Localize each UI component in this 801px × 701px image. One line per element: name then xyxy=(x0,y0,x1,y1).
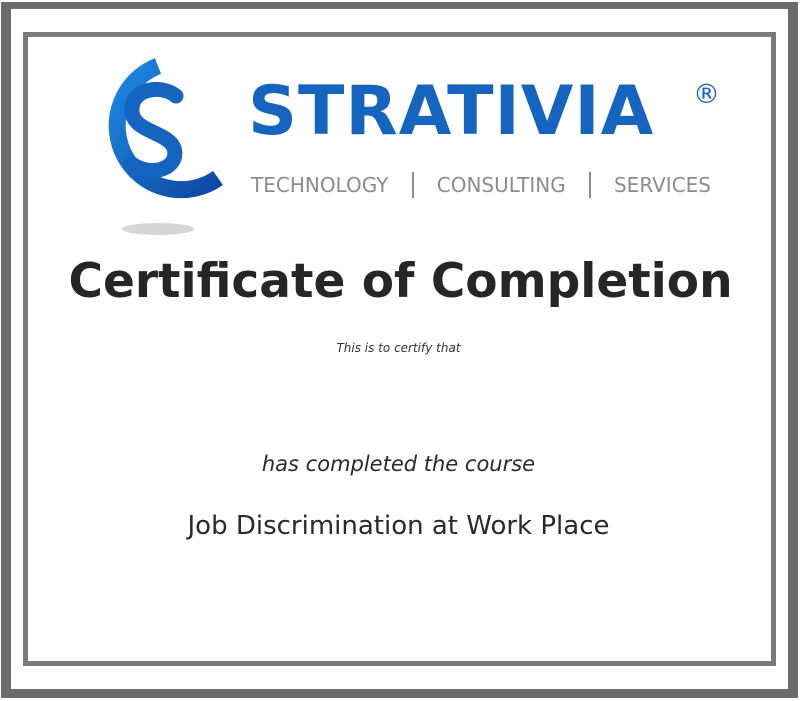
tagline-services: SERVICES xyxy=(613,173,711,197)
tagline-separator xyxy=(412,172,414,198)
strativia-s-logo-icon xyxy=(72,52,232,242)
completed-text: has completed the course xyxy=(261,452,536,476)
certificate-title: Certificate of Completion xyxy=(68,254,733,309)
logo-wordmark: STRATIVIA xyxy=(248,72,655,151)
tagline-separator xyxy=(589,172,591,198)
logo-tagline xyxy=(251,170,711,200)
tagline-consulting: CONSULTING xyxy=(436,173,566,197)
registered-mark: ® xyxy=(693,79,720,110)
course-name: Job Discrimination at Work Place xyxy=(187,511,610,541)
tagline-technology: TECHNOLOGY xyxy=(251,173,389,197)
certify-text: This is to certify that xyxy=(336,341,461,355)
